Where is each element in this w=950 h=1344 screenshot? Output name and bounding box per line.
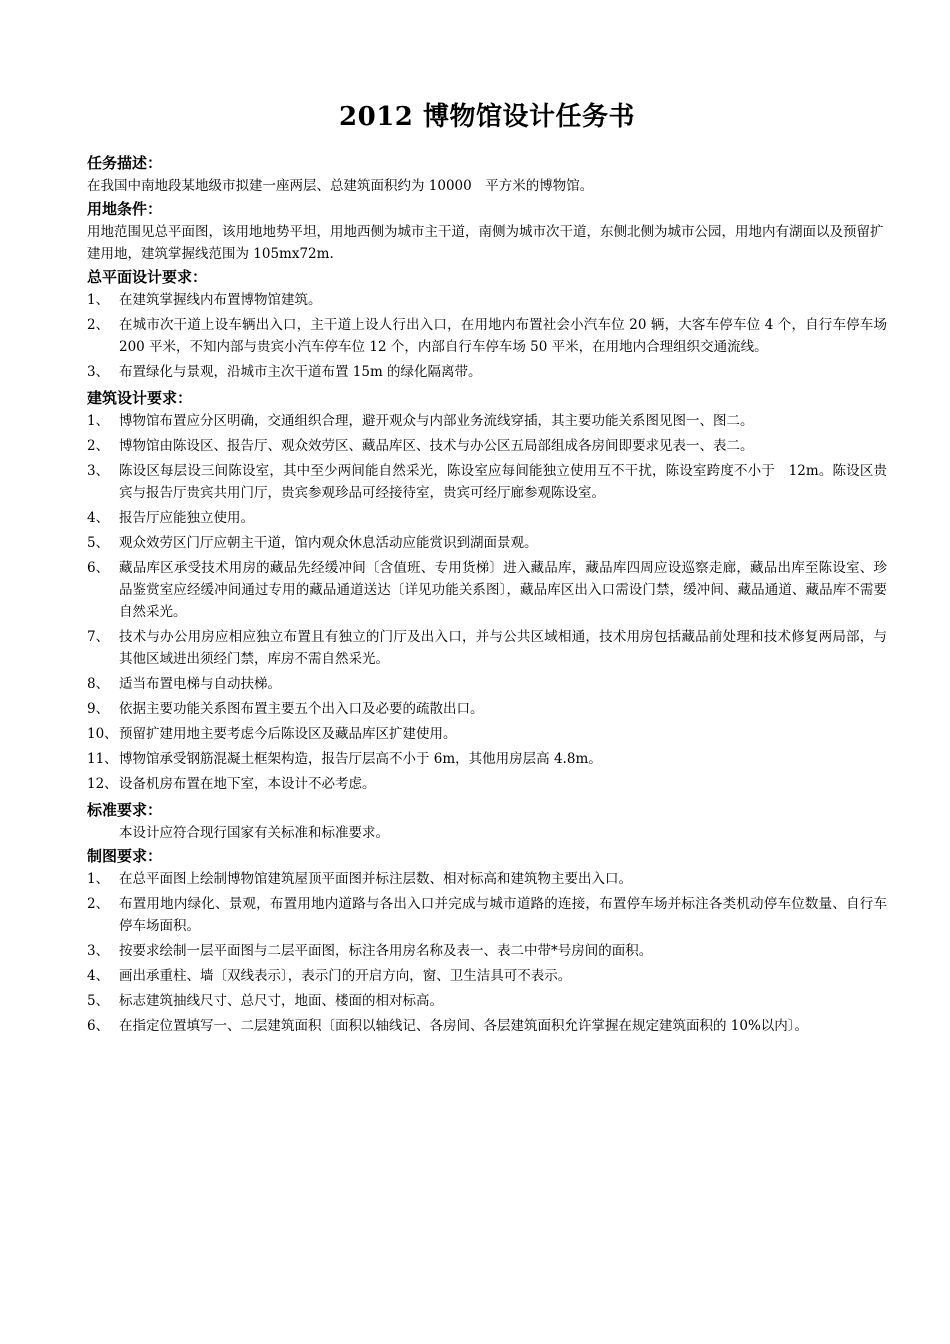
section-heading: 用地条件： [87, 200, 163, 218]
list-item [87, 626, 887, 670]
item-text: 适当布置电梯与自动扶梯。 [119, 676, 281, 692]
list-item [87, 532, 887, 554]
item-number: 5、 [87, 993, 110, 1009]
list-item [87, 507, 887, 529]
item-text: 在城市次干道上设车辆出入口，主干道上设人行出入口，在用地内布置社会小汽车位 20 辆，大客车停车位 4 个，自行车停车场 200 平米，不知内部与贵宾小汽车停车位 12 个，内部自行车停车场 50 平米，在用地内合理组织交通流线。 [119, 317, 887, 355]
item-number: 3、 [87, 463, 110, 479]
section-heading: 总平面设计要求： [87, 268, 208, 286]
item-text: 按要求绘制一层平面图与二层平面图，标注各用房名称及表一、表二中带*号房间的面积。 [119, 943, 653, 959]
item-text: 设备机房布置在地下室，本设计不必考虑。 [119, 776, 376, 792]
item-text: 在总平面图上绘制博物馆建筑屋顶平面图并标注层数、相对标高和建筑物主要出入口。 [119, 871, 632, 887]
item-number: 2、 [87, 317, 110, 333]
item-number: 8、 [87, 676, 110, 692]
section-heading: 标准要求： [87, 801, 163, 819]
list-item [87, 893, 887, 937]
list-item [87, 1015, 887, 1037]
item-number: 12、 [87, 776, 118, 792]
item-number: 4、 [87, 510, 110, 526]
item-number: 1、 [87, 871, 110, 887]
list-item [87, 314, 887, 358]
item-number: 2、 [87, 896, 110, 912]
section-heading: 任务描述： [87, 154, 163, 172]
section-paragraph: 用地范围见总平面图，该用地地势平坦，用地西侧为城市主干道，南侧为城市次干道，东侧北侧为城市公园，用地内有湖面以及预留扩建用地，建筑掌握线范围为 105mx72m. [87, 224, 884, 262]
item-text: 标志建筑抽线尺寸、总尺寸，地面、楼面的相对标高。 [119, 993, 443, 1009]
item-number: 4、 [87, 968, 110, 984]
list-item [87, 748, 887, 770]
item-number: 3、 [87, 364, 110, 380]
item-number: 1、 [87, 413, 110, 429]
item-text: 在建筑掌握线内布置博物馆建筑。 [119, 292, 322, 308]
section-site-conditions [87, 197, 887, 265]
list-item [87, 965, 887, 987]
list-item [87, 435, 887, 457]
section-paragraph: 本设计应符合现行国家有关标准和标准要求。 [119, 825, 389, 841]
section-drawing-requirements [87, 844, 887, 1037]
item-text: 布置绿化与景观，沿城市主次干道布置 15m 的绿化隔离带。 [119, 364, 482, 380]
item-text: 画出承重柱、墙〔双线表示〕，表示门的开启方向，窗、卫生洁具可不表示。 [119, 968, 572, 984]
list-item [87, 361, 887, 383]
list-item [87, 940, 887, 962]
item-text: 博物馆布置应分区明确，交通组织合理，避开观众与内部业务流线穿插，其主要功能关系图见图一、图二。 [119, 413, 754, 429]
list-item [87, 723, 887, 745]
list-item [87, 557, 887, 623]
list-item [87, 289, 887, 311]
item-number: 6、 [87, 1018, 110, 1034]
item-text: 报告厅应能独立使用。 [119, 510, 254, 526]
list-item [87, 698, 887, 720]
item-number: 5、 [87, 535, 110, 551]
section-paragraph: 在我国中南地段某地级市拟建一座两层、总建筑面积约为 10000 平方米的博物馆。 [87, 178, 594, 194]
item-text: 在指定位置填写一、二层建筑面积〔面积以轴线记、各房间、各层建筑面积允许掌握在规定建筑面积的 10%以内〕。 [119, 1018, 809, 1034]
list-item [87, 868, 887, 890]
item-number: 11、 [87, 751, 118, 767]
section-architecture-requirements [87, 386, 887, 795]
section-site-plan-requirements [87, 265, 887, 383]
item-text: 藏品库区承受技术用房的藏品先经缓冲间〔含值班、专用货梯〕进入藏品库，藏品库四周应设巡察走廊，藏品出库至陈设室、珍品鉴赏室应经缓冲间通过专用的藏品通道送达〔详见功能关系图〕，藏品库区出入口需设门禁，缓冲间、藏品通道、藏品库不需要自然采光。 [119, 560, 887, 620]
section-heading: 制图要求： [87, 847, 163, 865]
item-number: 2、 [87, 438, 110, 454]
list-item [87, 673, 887, 695]
item-text: 观众效劳区门厅应朝主干道，馆内观众休息活动应能赏识到湖面景观。 [119, 535, 538, 551]
section-task-description [87, 151, 887, 197]
item-number: 6、 [87, 560, 110, 576]
item-number: 7、 [87, 629, 110, 645]
document-title: 2012 博物馆设计任务书 [339, 102, 635, 132]
section-standards [87, 798, 887, 844]
item-text: 预留扩建用地主要考虑今后陈设区及藏品库区扩建使用。 [119, 726, 457, 742]
list-item [87, 773, 887, 795]
list-item [87, 410, 887, 432]
item-text: 依据主要功能关系图布置主要五个出入口及必要的疏散出口。 [119, 701, 484, 717]
item-text: 博物馆由陈设区、报告厅、观众效劳区、藏品库区、技术与办公区五局部组成各房间即要求见表一、表二。 [119, 438, 754, 454]
item-number: 9、 [87, 701, 110, 717]
item-text: 博物馆承受钢筋混凝土框架构造，报告厅层高不小于 6m，其他用房层高 4.8m。 [119, 751, 602, 767]
document-page [87, 96, 887, 1040]
item-text: 布置用地内绿化、景观，布置用地内道路与各出入口并完成与城市道路的连接，布置停车场并标注各类机动停车位数量、自行车停车场面积。 [119, 896, 887, 934]
item-number: 10、 [87, 726, 118, 742]
item-number: 1、 [87, 292, 110, 308]
list-item [87, 460, 887, 504]
list-item [87, 990, 887, 1012]
item-text: 技术与办公用房应相应独立布置且有独立的门厅及出入口，并与公共区域相通，技术用房包括藏品前处理和技术修复两局部，与其他区域进出须经门禁，库房不需自然采光。 [119, 629, 887, 667]
item-text: 陈设区每层设三间陈设室，其中至少两间能自然采光，陈设室应每间能独立使用互不干扰，陈设室跨度不小于 12m。陈设区贵宾与报告厅贵宾共用门厅，贵宾参观珍品可经接待室，贵宾可经厅廊参观陈设室。 [119, 463, 887, 501]
item-number: 3、 [87, 943, 110, 959]
section-heading: 建筑设计要求： [87, 389, 193, 407]
